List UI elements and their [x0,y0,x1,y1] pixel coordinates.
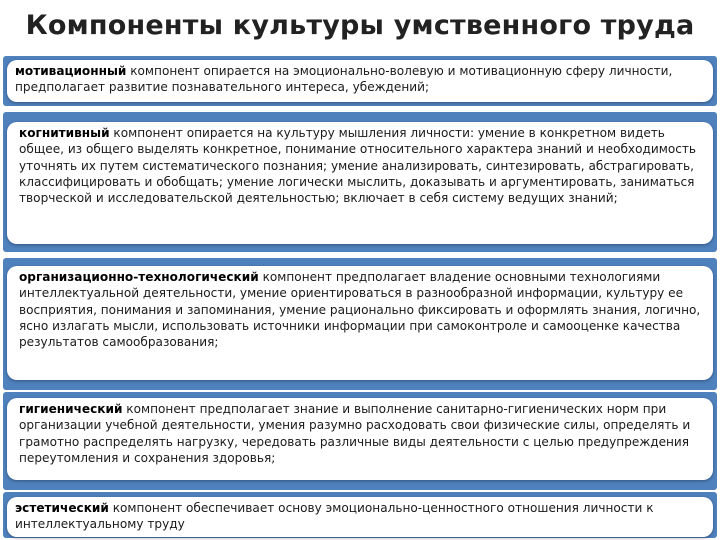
component-card-aesthetic [7,497,713,537]
component-card-organizational [7,266,713,380]
component-term: эстетический [15,501,109,515]
component-description: компонент предполагает владение основными технологиями интеллектуальной деятельности, умение ориентироваться в разнообразной информации, культуру ее восприятия, понимания и запоминания, умение рационально фиксировать и оформлять знания, логично, ясно излагать мысли, использовать источники информации при самоконтроле и самооценке качества результатов самообразования; [19,270,701,350]
component-term: гигиенический [19,402,123,416]
component-description: компонент обеспечивает основу эмоционально-ценностного отношения личности к интеллектуальному труду [15,501,654,532]
component-term: организационно-технологический [19,270,259,284]
component-card-cognitive [7,122,713,244]
component-description: компонент опирается на культуру мышления личности: умение в конкретном видеть общее, из общего выделять конкретное, понимание относительного характера знаний и необходимость уточнять их путем систематического познания; умение анализировать, синтезировать, абстрагировать, классифицировать и обобщать; умение логически мыслить, доказывать и аргументировать, заниматься творческой и исследовательской деятельностью; включает в себя систему ведущих знаний; [19,126,697,206]
component-term: мотивационный [15,64,127,78]
page-title: Компоненты культуры умственного труда [25,10,695,41]
component-description: компонент опирается на эмоционально-волевую и мотивационную сферу личности, предполагает развитие познавательного интереса, убеждений; [15,64,673,95]
component-term: когнитивный [19,126,110,140]
component-card-hygienic [7,398,713,480]
component-description: компонент предполагает знание и выполнение санитарно-гигиенических норм при организации учебной деятельности, умения разумно расходовать свои физические силы, определять и грамотно распределять нагрузку, чередовать различные виды деятельности с целью предупреждения переутомления и сохранения здоровья; [19,402,691,465]
component-card-motivational [7,60,713,102]
